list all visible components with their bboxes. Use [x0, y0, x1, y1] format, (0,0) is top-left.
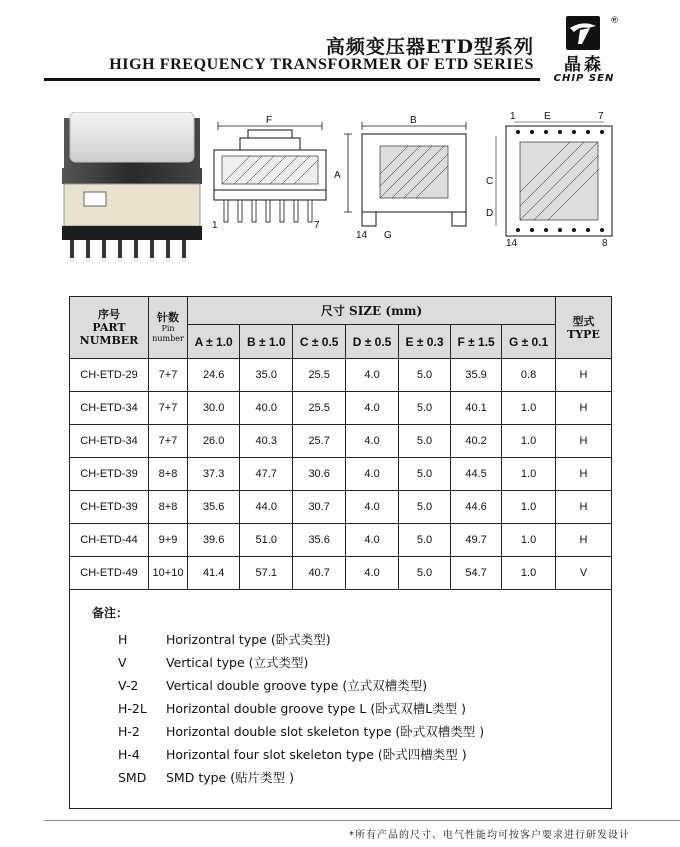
col-pin-number: 针数 Pin number	[149, 297, 188, 359]
col-dim-e: E ± 0.3	[399, 325, 451, 359]
col-dim-f: F ± 1.5	[451, 325, 502, 359]
registered-mark: ®	[610, 16, 619, 26]
page-header	[0, 0, 680, 90]
footer-note: *所有产品的尺寸、电气性能均可按客户要求进行研发设计	[349, 830, 630, 841]
title-en: HIGH FREQUENCY TRANSFORMER OF ETD SERIES	[109, 56, 534, 73]
title-cn: 高频变压器ETD型系列	[325, 36, 534, 58]
front-pin-7-label: 7	[314, 220, 320, 231]
dim-f-label: F	[266, 115, 273, 126]
note-item: SMD SMD type (贴片类型 )	[118, 770, 294, 785]
header-rule	[44, 78, 540, 81]
table-row: CH-ETD-49 10+10 41.4 57.1 40.7 4.0 5.0 54.7 1.0 V	[70, 557, 612, 590]
logo-text-en: CHIP SEN	[553, 73, 615, 84]
spec-table	[69, 296, 612, 590]
table-row: CH-ETD-34 7+7 26.0 40.3 25.7 4.0 5.0 40.2 1.0 H	[70, 425, 612, 458]
note-item: V-2 Vertical double groove type (立式双槽类型)	[118, 678, 428, 693]
note-item: V Vertical type (立式类型)	[118, 655, 309, 670]
front-view-drawing	[210, 112, 330, 242]
col-type: 型式 TYPE	[556, 297, 612, 359]
notes-title: 备注：	[92, 606, 129, 620]
table-row: CH-ETD-29 7+7 24.6 35.0 25.5 4.0 5.0 35.9 0.8 H	[70, 359, 612, 392]
bottom-label-1: 1	[510, 111, 516, 122]
bottom-view-drawing	[484, 110, 624, 248]
dim-a-label: A	[334, 170, 341, 181]
table-row: CH-ETD-39 8+8 35.6 44.0 30.7 4.0 5.0 44.6 1.0 H	[70, 491, 612, 524]
logo-text-cn: 晶森	[564, 55, 604, 75]
company-logo	[544, 16, 622, 86]
note-item: H-2 Horizontal double slot skeleton type (卧式双槽类型 )	[118, 724, 485, 739]
dim-b-label: B	[410, 115, 417, 126]
col-dim-d: D ± 0.5	[346, 325, 399, 359]
table-row: CH-ETD-39 8+8 37.3 47.7 30.6 4.0 5.0 44.5 1.0 H	[70, 458, 612, 491]
side-view-drawing	[334, 112, 482, 244]
dim-g-label: G	[384, 230, 392, 241]
note-item: H Horizontral type (卧式类型)	[118, 632, 331, 647]
dim-e-label: E	[544, 111, 551, 122]
dim-c-label: C	[486, 176, 494, 187]
col-dim-a: A ± 1.0	[188, 325, 240, 359]
logo-mark-icon	[566, 16, 600, 50]
col-dim-b: B ± 1.0	[240, 325, 293, 359]
notes-box	[69, 590, 612, 809]
note-item: H-2L Horizontal double groove type L (卧式双槽L类型 )	[118, 701, 467, 716]
col-part-number: 序号 PART NUMBER	[70, 297, 149, 359]
table-row: CH-ETD-44 9+9 39.6 51.0 35.6 4.0 5.0 49.7 1.0 H	[70, 524, 612, 557]
footer-rule	[44, 820, 680, 821]
table-row: CH-ETD-34 7+7 30.0 40.0 25.5 4.0 5.0 40.1 1.0 H	[70, 392, 612, 425]
dim-d-label: D	[486, 208, 494, 219]
front-pin-1-label: 1	[212, 220, 218, 231]
col-dim-g: G ± 0.1	[502, 325, 556, 359]
note-item: H-4 Horizontal four slot skeleton type (卧式四槽类型 )	[118, 747, 467, 762]
col-size-header: 尺寸 SIZE (mm)	[188, 297, 556, 325]
bottom-label-14: 14	[506, 238, 518, 248]
bottom-label-7: 7	[598, 111, 604, 122]
col-dim-c: C ± 0.5	[293, 325, 346, 359]
side-pin-14-label: 14	[356, 230, 368, 241]
bottom-label-8: 8	[602, 238, 608, 248]
product-photo	[62, 112, 202, 258]
